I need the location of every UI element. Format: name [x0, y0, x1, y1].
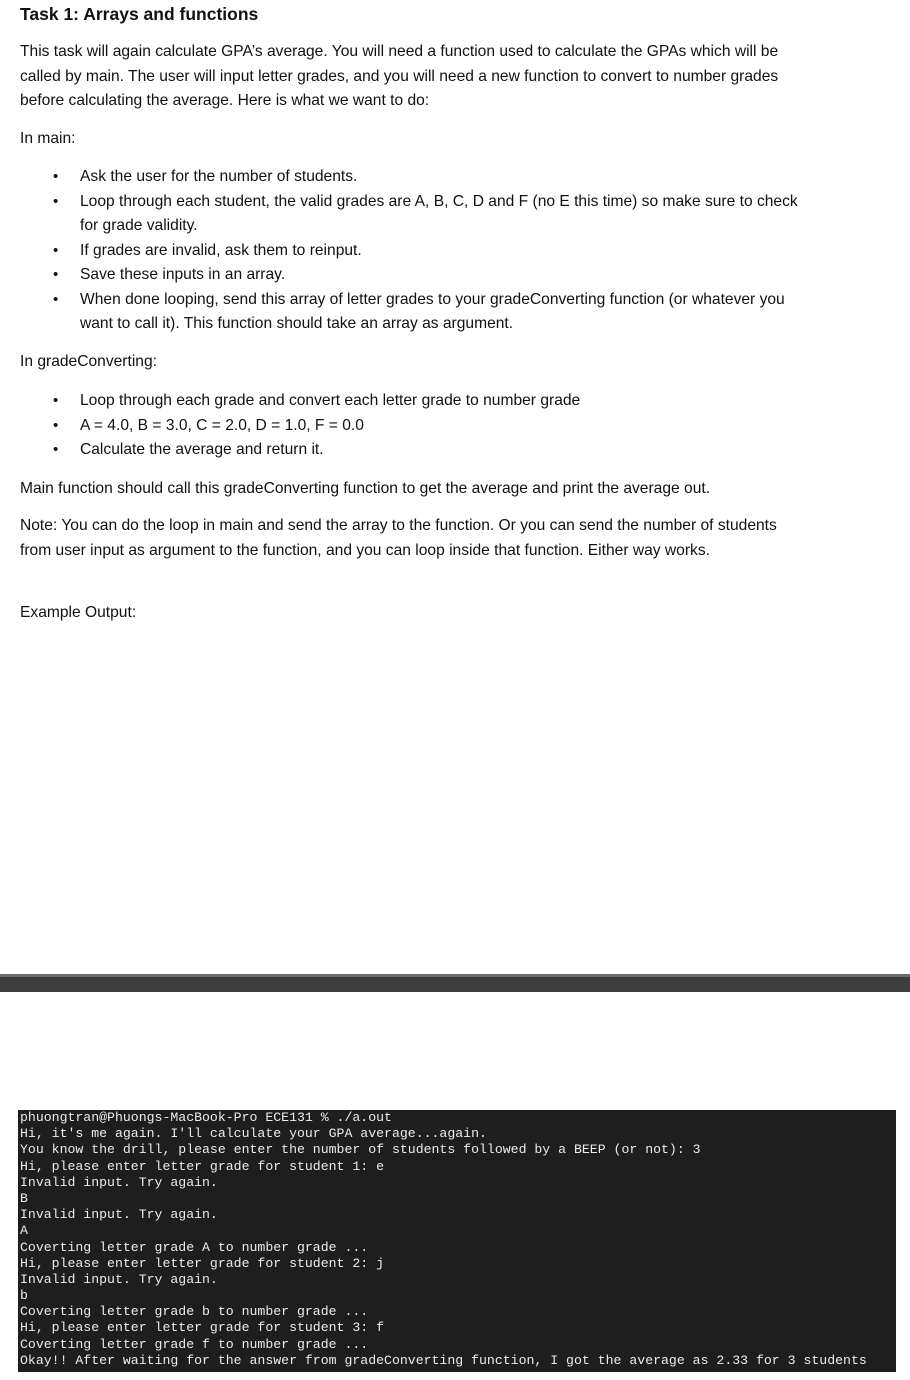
bullet-icon: •: [53, 441, 59, 458]
terminal-line: phuongtran@Phuongs-MacBook-Pro ECE131 % ./a.out: [20, 1110, 392, 1125]
list-item-text: When done looping, send this array of letter grades to your gradeConverting function (or whatever you want to call it). This function should take an array as argument.: [80, 290, 785, 332]
list-item: [20, 288, 810, 337]
list-item: [20, 239, 810, 264]
bullet-icon: •: [53, 392, 59, 409]
list-item-text: A = 4.0, B = 3.0, C = 2.0, D = 1.0, F = 0.0: [80, 416, 364, 434]
page-divider: [0, 974, 910, 992]
terminal-line: Coverting letter grade b to number grade ...: [20, 1304, 369, 1320]
list-item: [20, 263, 810, 288]
list-item: [20, 190, 810, 239]
intro-paragraph: This task will again calculate GPA’s average. You will need a function used to calculate the GPAs which will be called by main. The user will input letter grades, and you will need a new function to convert to number grades before calculating the average. Here is what we want to do:: [20, 43, 779, 109]
terminal-line: Hi, please enter letter grade for student 1: e: [20, 1158, 385, 1174]
terminal-line: Hi, it's me again. I'll calculate your GPA average...again.: [20, 1126, 487, 1142]
in-main-heading: In main:: [20, 130, 76, 147]
in-main-list: [20, 165, 810, 337]
list-item: [20, 438, 810, 463]
task-title: Task 1: Arrays and functions: [20, 4, 259, 24]
terminal-line: You know the drill, please enter the number of students followed by a BEEP (or not): 3: [20, 1142, 701, 1158]
bullet-icon: •: [53, 290, 59, 308]
terminal-line: B: [20, 1190, 28, 1206]
list-item: [20, 414, 810, 439]
note-paragraph: Note: You can do the loop in main and send the array to the function. Or you can send the number of students from user input as argument to the function, and you can loop inside that function. Either way works.: [20, 517, 777, 559]
list-item: [20, 389, 810, 414]
terminal-line: A: [20, 1223, 28, 1239]
main-function-paragraph: Main function should call this gradeConverting function to get the average and print the average out.: [20, 480, 711, 497]
terminal-line: Hi, please enter letter grade for student 2: j: [20, 1255, 385, 1271]
list-item-text: Loop through each grade and convert each letter grade to number grade: [80, 392, 581, 409]
terminal-line: b: [20, 1288, 28, 1304]
list-item-text: Save these inputs in an array.: [80, 266, 286, 283]
bullet-icon: •: [53, 266, 59, 283]
terminal-line: Invalid input. Try again.: [20, 1207, 218, 1223]
list-item-text: If grades are invalid, ask them to reinput.: [80, 241, 362, 259]
terminal-line: Coverting letter grade f to number grade ...: [20, 1336, 369, 1352]
terminal-line: Hi, please enter letter grade for student 3: f: [20, 1320, 385, 1336]
bullet-icon: •: [53, 192, 59, 210]
list-item-text: Loop through each student, the valid grades are A, B, C, D and F (no E this time) so make sure to check for grade validity.: [80, 192, 798, 234]
in-gradeconverting-heading: In gradeConverting:: [20, 353, 157, 370]
terminal-output: [18, 1110, 896, 1372]
bullet-icon: •: [53, 241, 59, 259]
example-output-heading: Example Output:: [20, 604, 137, 621]
in-gradeconverting-list: [20, 389, 810, 463]
list-item-text: Ask the user for the number of students.: [80, 168, 358, 185]
bullet-icon: •: [53, 416, 59, 434]
terminal-line: Coverting letter grade A to number grade ...: [20, 1239, 369, 1255]
terminal-line: Okay!! After waiting for the answer from gradeConverting function, I got the average as 2.33 for 3 students: [20, 1352, 867, 1368]
list-item: [20, 165, 810, 190]
terminal-line: Invalid input. Try again.: [20, 1271, 218, 1287]
bullet-icon: •: [53, 168, 59, 185]
terminal-line: Invalid input. Try again.: [20, 1174, 218, 1190]
list-item-text: Calculate the average and return it.: [80, 441, 324, 458]
